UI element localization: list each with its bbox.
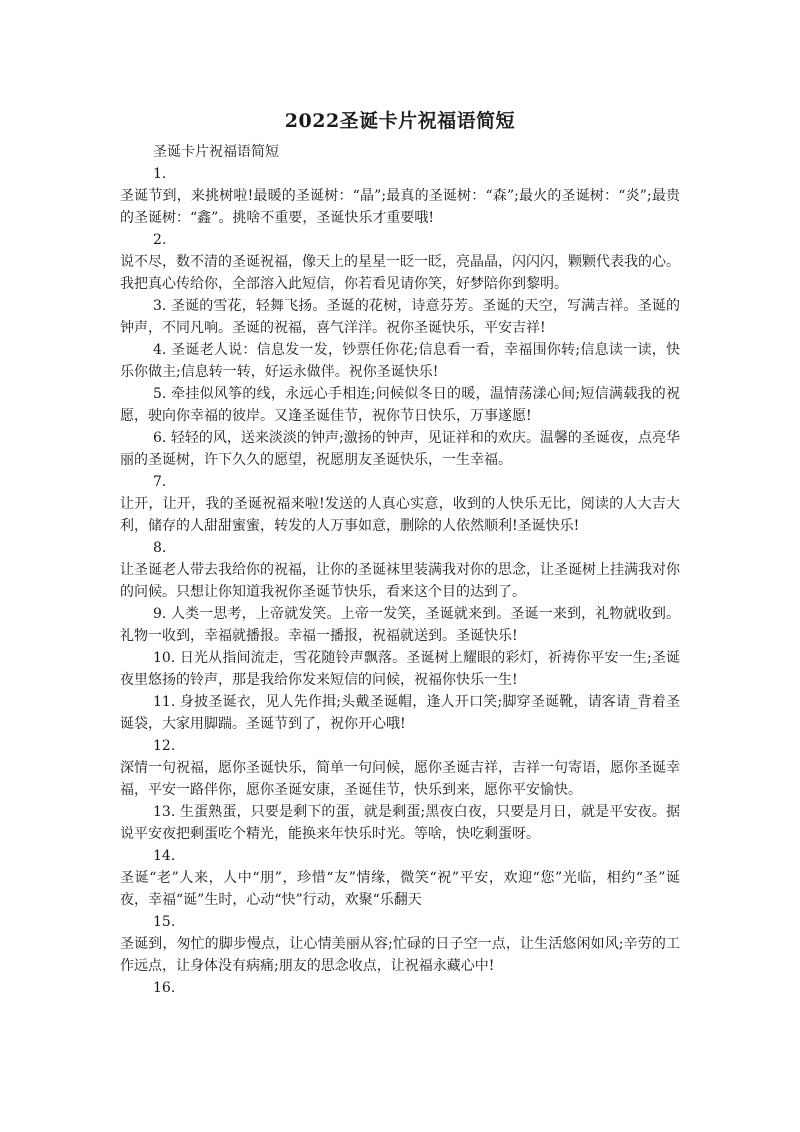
blessing-text: 9. 人类一思考，上帝就发笑。上帝一发笑，圣诞就来到。圣诞一来到，礼物就收到。礼物一收到，幸福就播报。幸福一播报，祝福就送到。圣诞快乐! bbox=[120, 606, 680, 644]
blessing-item bbox=[120, 295, 680, 339]
blessing-text: 5. 牵挂似风筝的线，永远心手相连;问候似冬日的暖，温情荡漾心间;短信满载我的祝愿，驶向你幸福的彼岸。又逢圣诞佳节，祝你节日快乐，万事遂愿! bbox=[120, 386, 680, 424]
blessing-item bbox=[120, 977, 680, 999]
blessing-item bbox=[120, 383, 680, 427]
blessing-item bbox=[120, 339, 680, 383]
blessing-item bbox=[120, 229, 680, 295]
blessing-item bbox=[120, 735, 680, 801]
blessing-number: 7. bbox=[153, 474, 167, 490]
blessing-text: 10. 日光从指间流走，雪花随铃声飘落。圣诞树上耀眼的彩灯，祈祷你平安一生;圣诞夜里悠扬的铃声，那是我给你发来短信的问候，祝福你快乐一生! bbox=[120, 650, 680, 688]
blessing-text: 让圣诞老人带去我给你的祝福，让你的圣诞袜里装满我对你的思念，让圣诞树上挂满我对你的问候。只想让你知道我祝你圣诞节快乐，看来这个目的达到了。 bbox=[120, 562, 680, 600]
blessing-item bbox=[120, 163, 680, 229]
document-subtitle: 圣诞卡片祝福语简短 bbox=[153, 144, 279, 160]
blessing-text: 说不尽，数不清的圣诞祝福，像天上的星星一眨一眨，亮晶晶，闪闪闪，颗颗代表我的心。我把真心传给你，全部溶入此短信，你若看见请你笑，好梦陪你到黎明。 bbox=[120, 254, 680, 292]
blessing-item bbox=[120, 427, 680, 471]
blessing-item bbox=[120, 911, 680, 977]
blessing-text: 13. 生蛋熟蛋，只要是剩下的蛋，就是剩蛋;黑夜白夜，只要是月日，就是平安夜。据说平安夜把剩蛋吃个精光，能换来年快乐时光。等啥，快吃剩蛋呀。 bbox=[120, 804, 680, 842]
document-page bbox=[120, 0, 680, 999]
document-title: 2022圣诞卡片祝福语简短 bbox=[284, 110, 516, 132]
blessing-item bbox=[120, 537, 680, 603]
blessing-text: 6. 轻轻的风，送来淡淡的钟声;激扬的钟声，见证祥和的欢庆。温馨的圣诞夜，点亮华丽的圣诞树，许下久久的愿望，祝愿朋友圣诞快乐，一生幸福。 bbox=[120, 430, 680, 468]
blessing-item bbox=[120, 691, 680, 735]
blessing-item bbox=[120, 603, 680, 647]
blessing-text: 深情一句祝福，愿你圣诞快乐，简单一句问候，愿你圣诞吉祥，吉祥一句寄语，愿你圣诞幸福，平安一路伴你，愿你圣诞安康，圣诞佳节，快乐到来，愿你平安愉快。 bbox=[120, 760, 680, 798]
blessing-number: 8. bbox=[153, 540, 167, 556]
blessing-text: 让开，让开，我的圣诞祝福来啦!发送的人真心实意，收到的人快乐无比，阅读的人大吉大利，储存的人甜甜蜜蜜，转发的人万事如意，删除的人依然顺利!圣诞快乐! bbox=[120, 496, 680, 534]
blessing-number: 2. bbox=[153, 232, 167, 248]
blessing-text: 圣诞“老”人来，人中“朋”，珍惜“友”情缘，微笑“祝”平安，欢迎“您”光临，相约“圣”诞夜，幸福“诞”生时，心动“快”行动，欢聚“乐翻天 bbox=[120, 870, 680, 908]
blessing-number: 12. bbox=[153, 738, 176, 754]
blessing-text: 圣诞到，匆忙的脚步慢点，让心情美丽从容;忙碌的日子空一点，让生活悠闲如风;辛劳的工作远点，让身体没有病痛;朋友的思念收点，让祝福永藏心中! bbox=[120, 936, 680, 974]
blessing-text: 圣诞节到，来挑树啦!最暖的圣诞树：“晶”;最真的圣诞树：“森”;最火的圣诞树：“炎”;最贵的圣诞树：“鑫”。挑啥不重要，圣诞快乐才重要哦! bbox=[120, 188, 680, 226]
blessing-number: 1. bbox=[153, 166, 167, 182]
blessing-text: 3. 圣诞的雪花，轻舞飞扬。圣诞的花树，诗意芬芳。圣诞的天空，写满吉祥。圣诞的钟声，不同凡响。圣诞的祝福，喜气洋洋。祝你圣诞快乐，平安吉祥! bbox=[120, 298, 680, 336]
blessing-text: 4. 圣诞老人说：信息发一发，钞票任你花;信息看一看，幸福围你转;信息读一读，快乐你做主;信息转一转，好运永做伴。祝你圣诞快乐! bbox=[120, 342, 680, 380]
blessing-number: 16. bbox=[153, 980, 176, 996]
blessing-text: 11. 身披圣诞衣，见人先作揖;头戴圣诞帽，逢人开口笑;脚穿圣诞靴，请客请_背着圣诞袋，大家用脚踹。圣诞节到了，祝你开心哦! bbox=[120, 694, 680, 732]
blessing-item bbox=[120, 845, 680, 911]
blessing-list bbox=[120, 163, 680, 999]
blessing-number: 14. bbox=[153, 848, 176, 864]
blessing-number: 15. bbox=[153, 914, 176, 930]
blessing-item bbox=[120, 471, 680, 537]
blessing-item bbox=[120, 801, 680, 845]
blessing-item bbox=[120, 647, 680, 691]
